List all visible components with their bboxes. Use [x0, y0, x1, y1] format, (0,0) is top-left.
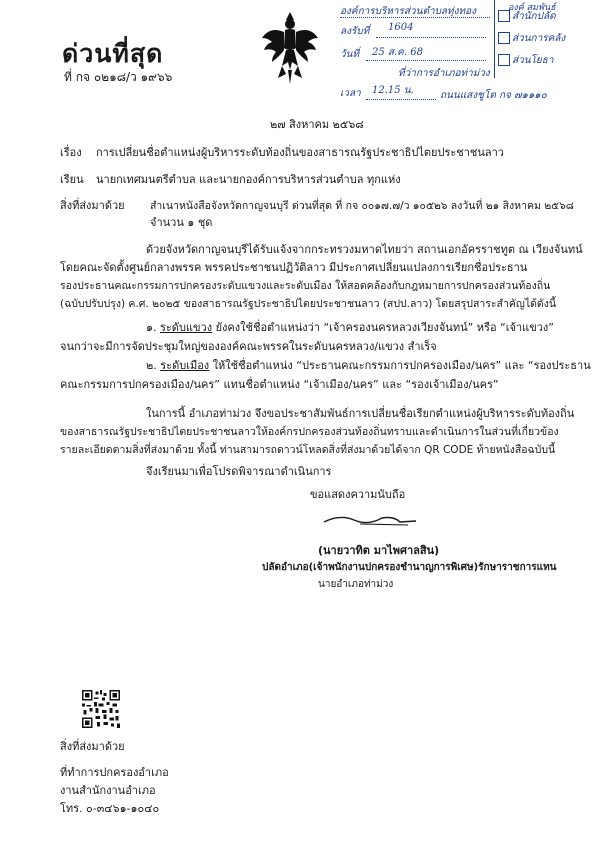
para3: จึงเรียนมาเพื่อโปรดพิจารณาดำเนินการ	[146, 465, 332, 478]
item2-rest: ให้ใช้ชื่อตำแหน่ง “ประธานคณะกรรมการปกครองเมือง/นคร” และ “รองประธาน	[212, 359, 591, 372]
item1-lead: ระดับแขวง	[159, 321, 213, 334]
subject-label: เรื่อง	[60, 146, 82, 159]
to-label: เรียน	[60, 173, 84, 186]
signer-name: (นายวาทิต มาไพศาลสิน)	[318, 544, 440, 557]
stamp-dept-1: สำนักปลัด	[512, 11, 556, 22]
item1-line-1	[146, 321, 554, 335]
stamp-recv-no-value: 1604	[388, 22, 414, 33]
para1-line-3: รองประธานคณะกรรมการปกครองระดับแขวงและระดับเมือง ให้สอดคล้องกับกฎหมายการปกครองส่วนท้องถิ่น	[60, 280, 551, 292]
enclosure-line-2: จำนวน ๑ ชุด	[150, 216, 213, 229]
stamp-dept-3: ส่วนโยธา	[512, 55, 554, 66]
footer-phone: โทร. ๐-๓๔๖๑-๑๐๔๐	[60, 802, 160, 815]
document-date: ๒๗ สิงหาคม ๒๕๖๘	[270, 118, 364, 131]
garuda-emblem-icon	[258, 8, 322, 86]
urgency-label: ด่วนที่สุด	[62, 39, 164, 68]
signer-position-2: นายอำเภอท่าม่วง	[318, 579, 394, 590]
item2-line-2: คณะกรรมการปกครองเมือง/นคร” แทนชื่อตำแหน่ง “เจ้าเมือง/นคร” และ “รองเจ้าเมือง/นคร”	[60, 378, 499, 391]
closing: ขอแสดงความนับถือ	[310, 488, 406, 501]
item1-line-2: จนกว่าจะมีการจัดประชุมใหญ่ขององค์คณะพรรคในระดับนครหลวง/แขวง สำเร็จ	[60, 340, 437, 353]
footer-office-1: ที่ทำการปกครองอำเภอ	[60, 766, 169, 779]
stamp-dept-2: ส่วนการคลัง	[512, 33, 566, 44]
qr-code-icon[interactable]	[82, 690, 120, 728]
item2-lead: ระดับเมือง	[160, 359, 210, 372]
stamp-org-line: องค์การบริหารส่วนตำบลทุ่งทอง	[340, 6, 477, 17]
para1-line-2: โดยคณะจัดตั้งศูนย์กลางพรรค พรรคประชาชนปฏิวัติลาว มีประกาศเปลี่ยนแปลงการเรียกชื่อประธาน	[60, 261, 528, 274]
stamp-office-line-1: ที่ว่าการอำเภอท่าม่วง	[398, 68, 490, 79]
stamp-office-line-2: ถนนแสงชูโต กจ ๗๑๑๑๐	[440, 90, 547, 101]
item2-number: ๒.	[146, 359, 157, 372]
subject-text: การเปลี่ยนชื่อตำแหน่งผู้บริหารระดับท้องถิ่นของสาธารณรัฐประชาธิปไตยประชาชนลาว	[96, 146, 504, 159]
footer-office-2: งานสำนักงานอำเภอ	[60, 784, 156, 797]
enclosure-label: สิ่งที่ส่งมาด้วย	[60, 199, 125, 212]
to-text: นายกเทศมนตรีตำบล และนายกองค์การบริหารส่วนตำบล ทุกแห่ง	[96, 173, 401, 186]
item1-rest: ยังคงใช้ชื่อตำแหน่งว่า “เจ้าครองนครหลวงเวียงจันทน์” หรือ “เจ้าแขวง”	[215, 321, 554, 334]
item1-number: ๑.	[146, 321, 157, 334]
stamp-date-label: วันที่	[340, 49, 360, 60]
stamp-time-label: เวลา	[340, 88, 361, 99]
stamp-top-note: องค์ สมพันธ์	[508, 3, 556, 13]
para2-line-1: ในการนี้ อำเภอท่าม่วง จึงขอประชาสัมพันธ์การเปลี่ยนชื่อเรียกตำแหน่งผู้บริหารระดับท้องถิ่น	[146, 407, 575, 420]
document-number: ที่ กจ ๐๒๑๘/ว ๑๙๖๖	[64, 70, 173, 84]
signer-position-1: ปลัดอำเภอ(เจ้าพนักงานปกครองชำนาญการพิเศษ)รักษาราชการแทน	[262, 562, 557, 573]
qr-caption: สิ่งที่ส่งมาด้วย	[60, 740, 125, 753]
dept-checkbox-3	[498, 54, 510, 66]
item2-line-1	[146, 359, 591, 373]
signature-icon	[320, 510, 420, 530]
para2-line-3: รายละเอียดตามสิ่งที่ส่งมาด้วย ทั้งนี้ ท่านสามารถดาวน์โหลดสิ่งที่ส่งมาด้วยได้จาก QR CODE ท้ายหนังสือฉบับนี้	[60, 444, 556, 456]
dept-checkbox-2	[498, 32, 510, 44]
receipt-stamp	[336, 0, 600, 108]
para2-line-2: ของสาธารณรัฐประชาธิปไตยประชาชนลาวให้องค์กรปกครองส่วนท้องถิ่นทราบและดำเนินการในส่วนที่เกี่ยวข้อง	[60, 426, 559, 438]
stamp-date-value: 25 ส.ค. 68	[372, 47, 423, 58]
stamp-recv-no-label: ลงรับที่	[340, 26, 370, 37]
stamp-time-value: 12.15 น.	[372, 85, 414, 96]
para1-line-4: (ฉบับปรับปรุง) ค.ศ. ๒๐๒๕ ของสาธารณรัฐประชาธิปไตยประชาชนลาว (สปป.ลาว) โดยสรุปสาระสำคัญได้ดังนี้	[60, 298, 557, 310]
enclosure-line-1: สำเนาหนังสือจังหวัดกาญจนบุรี ด่วนที่สุด ที่ กจ ๐๐๑๗.๗/ว ๑๐๕๒๖ ลงวันที่ ๒๑ สิงหาคม ๒๕๖๘	[150, 200, 574, 212]
para1-line-1: ด้วยจังหวัดกาญจนบุรีได้รับแจ้งจากกระทรวงมหาดไทยว่า สถานเอกอัครราชทูต ณ เวียงจันทน์	[146, 243, 583, 256]
